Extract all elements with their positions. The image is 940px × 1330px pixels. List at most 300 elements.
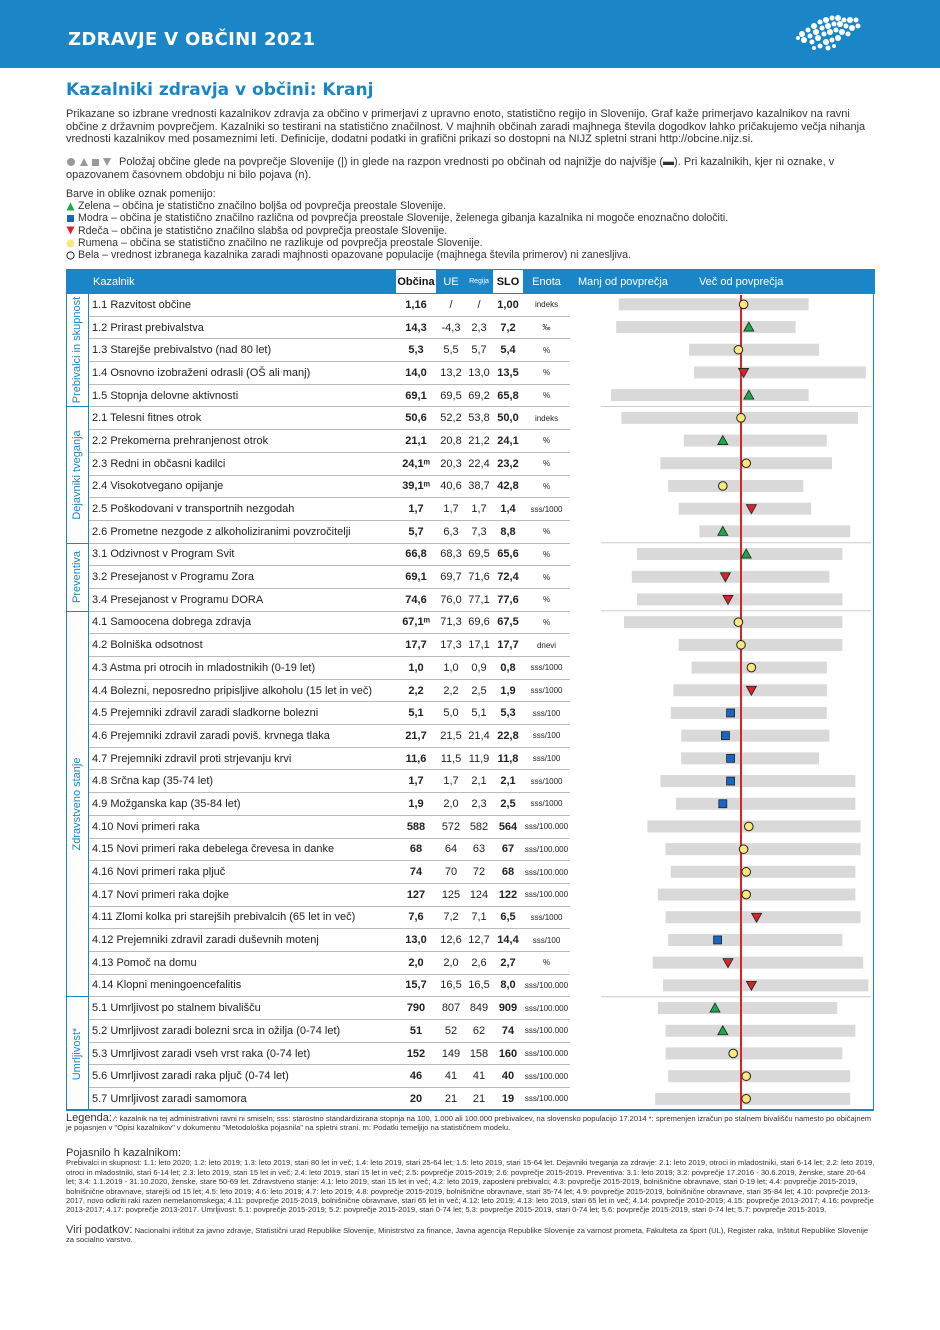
value-regija: 13,0: [466, 362, 493, 385]
value-ue: 11,5: [437, 747, 466, 770]
value-ue: 52: [437, 1020, 466, 1043]
value-unit: %: [524, 588, 570, 611]
viri-text: Nacionalni inštitut za javno zdravje, Statistični urad Republike Slovenije, Ministrstvo za finance, Javna agencija Republike Slovenije za varnost prometa, Fakulteta za šport (UL), Register raka, Inštitut Republike Slovenije za socialno varstvo.: [66, 1226, 869, 1245]
value-obcina: 5,7: [396, 520, 437, 543]
value-regija: 2,3: [466, 793, 493, 816]
value-unit: %: [524, 384, 570, 407]
range-bar: [637, 548, 842, 560]
header-comparison: [570, 270, 875, 294]
comparison-chart: [601, 293, 871, 1110]
indicator-name: 4.13 Pomoč na domu: [89, 951, 396, 974]
value-slo: 24,1: [493, 430, 524, 453]
value-slo: 11,8: [493, 747, 524, 770]
value-unit: sss/100.000: [524, 1065, 570, 1088]
value-ue: 5,5: [437, 339, 466, 362]
value-regija: 12,7: [466, 929, 493, 952]
value-unit: %: [524, 543, 570, 566]
indicator-name: 4.15 Novi primeri raka debelega črevesa in danke: [89, 838, 396, 861]
value-ue: 21,5: [437, 725, 466, 748]
value-regija: 158: [466, 1042, 493, 1065]
marker-blue-square: [727, 777, 735, 785]
range-bar: [658, 1002, 837, 1014]
range-bar: [666, 843, 861, 855]
indicator-name: 4.1 Samoocena dobrega zdravja: [89, 611, 396, 634]
indicator-name: 2.6 Prometne nezgode z alkoholiziranimi povzročitelji: [89, 520, 396, 543]
value-regija: 38,7: [466, 475, 493, 498]
value-unit: sss/100.000: [524, 974, 570, 997]
value-ue: 7,2: [437, 906, 466, 929]
value-regija: 69,6: [466, 611, 493, 634]
range-bar: [679, 503, 812, 515]
value-obcina: 1,0: [396, 657, 437, 680]
value-slo: 8,0: [493, 974, 524, 997]
legend-item: Zelena – občina je statistično značilno boljša od povprečja preostale Slovenije.: [66, 200, 878, 212]
value-regija: 1,7: [466, 498, 493, 521]
value-slo: 17,7: [493, 634, 524, 657]
value-regija: 11,9: [466, 747, 493, 770]
value-slo: 68: [493, 861, 524, 884]
value-ue: 13,2: [437, 362, 466, 385]
value-obcina: 69,1: [396, 384, 437, 407]
value-ue: 2,0: [437, 951, 466, 974]
value-slo: 2,1: [493, 770, 524, 793]
value-slo: 8,8: [493, 520, 524, 543]
indicator-name: 2.5 Poškodovani v transportnih nezgodah: [89, 498, 396, 521]
value-unit: sss/100.000: [524, 997, 570, 1020]
range-bar: [681, 752, 819, 764]
value-slo: 13,5: [493, 362, 524, 385]
value-ue: 69,7: [437, 566, 466, 589]
indicator-name: 4.17 Novi primeri raka dojke: [89, 883, 396, 906]
value-ue: 40,6: [437, 475, 466, 498]
value-obcina: 14,3: [396, 316, 437, 339]
value-unit: sss/1000: [524, 906, 570, 929]
header-enota: Enota: [524, 270, 570, 294]
indicator-name: 4.11 Zlomi kolka pri starejših prebivalcih (65 let in več): [89, 906, 396, 929]
value-obcina: 21,7: [396, 725, 437, 748]
value-slo: 67: [493, 838, 524, 861]
value-obcina: 67,1ᵐ: [396, 611, 437, 634]
white-circle-icon: [66, 251, 75, 260]
slovenia-map-logo: [792, 12, 864, 56]
value-regija: 21: [466, 1088, 493, 1111]
group-label: Preventiva: [71, 551, 84, 604]
value-slo: 67,5: [493, 611, 524, 634]
value-ue: 20,8: [437, 430, 466, 453]
value-unit: dnevi: [524, 634, 570, 657]
value-slo: 50,0: [493, 407, 524, 430]
value-obcina: 51: [396, 1020, 437, 1043]
value-ue: 69,5: [437, 384, 466, 407]
value-obcina: 790: [396, 997, 437, 1020]
value-regija: 72: [466, 861, 493, 884]
value-ue: 21: [437, 1088, 466, 1111]
value-regija: 5,1: [466, 702, 493, 725]
value-slo: 2,5: [493, 793, 524, 816]
range-bar: [660, 775, 855, 787]
marker-yellow-circle: [737, 414, 746, 423]
position-note: [66, 156, 878, 182]
range-bar: [647, 820, 860, 832]
range-bar: [676, 798, 855, 810]
value-ue: 16,5: [437, 974, 466, 997]
range-bar: [637, 593, 842, 605]
value-regija: 41: [466, 1065, 493, 1088]
value-ue: 1,0: [437, 657, 466, 680]
value-obcina: 588: [396, 815, 437, 838]
marker-yellow-circle: [729, 1049, 738, 1058]
indicator-name: 5.6 Umrljivost zaradi raka pljuč (0-74 let): [89, 1065, 396, 1088]
value-obcina: 39,1ᵐ: [396, 475, 437, 498]
header-kazalnik: Kazalnik: [89, 270, 396, 294]
value-obcina: 74,6: [396, 588, 437, 611]
value-regija: 69,2: [466, 384, 493, 407]
value-unit: indeks: [524, 294, 570, 317]
value-ue: 12,6: [437, 929, 466, 952]
value-obcina: 1,7: [396, 498, 437, 521]
value-obcina: 69,1: [396, 566, 437, 589]
header-more: Več od povprečja: [698, 275, 784, 288]
value-slo: 22,8: [493, 725, 524, 748]
range-bar: [616, 321, 795, 333]
value-unit: sss/1000: [524, 793, 570, 816]
range-bar: [694, 366, 866, 378]
value-obcina: 1,16: [396, 294, 437, 317]
value-ue: 6,3: [437, 520, 466, 543]
value-regija: 582: [466, 815, 493, 838]
value-regija: 849: [466, 997, 493, 1020]
marker-yellow-circle: [737, 641, 746, 650]
marker-yellow-circle: [742, 868, 751, 877]
header-regija: Regija: [466, 270, 493, 294]
value-unit: %: [524, 452, 570, 475]
value-unit: %: [524, 951, 570, 974]
marker-yellow-circle: [719, 482, 728, 491]
legend-footnote: [66, 1114, 876, 1133]
value-slo: 6,5: [493, 906, 524, 929]
value-unit: sss/1000: [524, 679, 570, 702]
value-obcina: 21,1: [396, 430, 437, 453]
value-unit: sss/1000: [524, 498, 570, 521]
value-regija: 124: [466, 883, 493, 906]
value-ue: 2,2: [437, 679, 466, 702]
range-bar: [666, 1047, 843, 1059]
value-obcina: 152: [396, 1042, 437, 1065]
value-regija: 16,5: [466, 974, 493, 997]
page-title: Kazalniki zdravja v občini: Kranj: [66, 80, 374, 100]
value-unit: sss/100.000: [524, 861, 570, 884]
value-slo: 14,4: [493, 929, 524, 952]
value-ue: 2,0: [437, 793, 466, 816]
marker-yellow-circle: [747, 663, 756, 672]
value-ue: 70: [437, 861, 466, 884]
range-bar: [668, 480, 803, 492]
header-obcina: Občina: [396, 270, 437, 294]
value-unit: sss/100.000: [524, 883, 570, 906]
indicator-name: 4.14 Klopni meningoencefalitis: [89, 974, 396, 997]
value-regija: 2,1: [466, 770, 493, 793]
value-unit: %: [524, 339, 570, 362]
value-slo: 77,6: [493, 588, 524, 611]
range-bar: [668, 934, 842, 946]
value-unit: sss/100.000: [524, 838, 570, 861]
value-unit: sss/100.000: [524, 1042, 570, 1065]
pojasnilo-text: Prebivalci in skupnost: 1.1: leto 2020; 1.2: leto 2019; 1.3: leto 2019, stari 80 let in več; 1.4: leto 2019, stari 25-64 let; 1.5: leto 2019, stari 15-64 let. Dejavniki tveganja za zdravje: 2.1: leto 2019, otroci in mladostniki, stari 6-14 let; 2.2: leto 2019, otroci in mladostniki, stari 6-14 let; 2.3: leto 2019, stari 15 let in več; 2.4: leto 2019, stari 15 let in več; 2.5: povprečje 2015-2019; 2.6: povprečje 2015-2019. Preventiva: 3.1: leto 2019; 3.2: povprečje 17.2016 - 30.6.2019, ženske, stare 20-64 let; 3.4: 1.1.2019 - 31.10.2020, ženske, stare 50-69 let. Zdravstveno stanje: 4.1: leto 2019, stari 15 let in več; 4.2: leto 2019, zaposleni prebivalci; 4.3: povprečje 2015-2019, bolnišnične obravnave, stari 0-19 let; 4.4: povprečje 2015-2019, bolnišnične obravnave, starejši od 15 let; 4.5: leto 2019; 4.6: leto 2019; 4.7: leto 2019; 4.8: povprečje 2015-2019, bolnišnične obravnave, stari 35-74 let; 4.9: povprečje 2015-2019, bolnišnične obravnave, stari 35-84 let; 4.10: povprečje 2013-2017, novo odkriti raki razen nemelanomskega; 4.11: povprečje 2015-2019, bolnišnične obravnave, stari 65 let in več; 4.12: leto 2019; 4.13: leto 2019, stari 65 let in več; 4.14: povprečje 2010-2019; 4.15: povprečje 2013-2017; 4.16: povprečje 2013-2017; 4.17: povprečje 2013-2017. Umrljivost: 5.1: povprečje 2015-2019; 5.2: povprečje 2015-2019, stari 0-74 let; 5.3: povprečje 2015-2019, stari 0-74 let; 5.6: povprečje 2015-2019, stari 0-74 let; 5.7: povprečje 2015-2019.: [66, 1158, 875, 1215]
value-unit: sss/1000: [524, 770, 570, 793]
marker-yellow-circle: [734, 345, 743, 354]
value-slo: 74: [493, 1020, 524, 1043]
marker-yellow-circle: [742, 1095, 751, 1104]
group-label-cell: [67, 543, 89, 611]
header-less: Manj od povprečja: [578, 275, 668, 288]
group-label-cell: [67, 997, 89, 1110]
value-ue: 64: [437, 838, 466, 861]
indicator-name: 4.12 Prejemniki zdravil zaradi duševnih motenj: [89, 929, 396, 952]
value-obcina: 127: [396, 883, 437, 906]
indicator-name: 4.3 Astma pri otrocih in mladostnikih (0-19 let): [89, 657, 396, 680]
page-header: [0, 0, 940, 68]
value-regija: 22,4: [466, 452, 493, 475]
value-ue: 71,3: [437, 611, 466, 634]
range-bar: [655, 1093, 850, 1105]
indicator-name: 5.1 Umrljivost po stalnem bivališču: [89, 997, 396, 1020]
value-ue: /: [437, 294, 466, 317]
value-slo: 122: [493, 883, 524, 906]
marker-blue-square: [714, 936, 722, 944]
value-regija: 2,6: [466, 951, 493, 974]
value-obcina: 74: [396, 861, 437, 884]
value-unit: indeks: [524, 407, 570, 430]
range-bar: [624, 616, 842, 628]
value-ue: 149: [437, 1042, 466, 1065]
group-label-cell: [67, 407, 89, 543]
value-obcina: 2,2: [396, 679, 437, 702]
indicator-name: 3.1 Odzivnost v Program Svit: [89, 543, 396, 566]
group-label: Prebivalci in skupnost: [71, 297, 84, 404]
value-ue: 17,3: [437, 634, 466, 657]
legenda-text: ⁄: kazalnik na tej administrativni ravni ni smiseln; sss: starostno standardizirana stopnja na 100, 1.000 ali 100.000 prebivalcev, na slovensko populacijo 17.2014 *: spremenjen izračun po stalnem bivališču namesto po običajnem je pojasnjen v "Opisi kazalnikov" v dokumentu "Metodološka pojasnila" na spletni strani. m: Podatki temeljijo na statističnem modelu.: [66, 1114, 872, 1133]
value-regija: 2,3: [466, 316, 493, 339]
marker-yellow-circle: [742, 890, 751, 899]
value-unit: %: [524, 611, 570, 634]
value-slo: 0,8: [493, 657, 524, 680]
legend: [66, 188, 878, 261]
value-unit: ‰: [524, 316, 570, 339]
marker-yellow-circle: [745, 822, 754, 831]
legend-item: Bela – vrednost izbranega kazalnika zaradi majhnosti opazovane populacije (majhnega števila primerov) ni zanesljiva.: [66, 249, 878, 261]
value-regija: 0,9: [466, 657, 493, 680]
value-ue: 572: [437, 815, 466, 838]
value-obcina: 66,8: [396, 543, 437, 566]
value-unit: sss/1000: [524, 657, 570, 680]
value-obcina: 7,6: [396, 906, 437, 929]
value-regija: 53,8: [466, 407, 493, 430]
value-unit: sss/100: [524, 929, 570, 952]
value-regija: 21,4: [466, 725, 493, 748]
legend-item: Rumena – občina se statistično značilno ne razlikuje od povprečja preostale Slovenije.: [66, 237, 878, 249]
position-note-text: Položaj občine glede na povprečje Slovenije (|) in glede na razpon vrednosti po občinah od najnižje do najvišje (▬). Pri kazalnikih, kjer ni oznake, v opazovanem časovnem obdobju ni bilo pojava (n).: [66, 156, 835, 181]
marker-yellow-circle: [742, 459, 751, 468]
range-bar: [666, 911, 861, 923]
value-unit: sss/100: [524, 702, 570, 725]
indicator-name: 2.3 Redni in občasni kadilci: [89, 452, 396, 475]
value-regija: 7,3: [466, 520, 493, 543]
table-right-border: [873, 292, 874, 1111]
value-regija: 63: [466, 838, 493, 861]
indicator-name: 4.16 Novi primeri raka pljuč: [89, 861, 396, 884]
value-unit: sss/100.000: [524, 815, 570, 838]
value-unit: %: [524, 566, 570, 589]
viri-label: Viri podatkov:: [66, 1224, 133, 1236]
indicator-name: 3.4 Presejanost v Programu DORA: [89, 588, 396, 611]
range-bar: [668, 1070, 850, 1082]
value-obcina: 5,1: [396, 702, 437, 725]
value-ue: 125: [437, 883, 466, 906]
value-regija: 2,5: [466, 679, 493, 702]
value-regija: 21,2: [466, 430, 493, 453]
indicator-name: 4.10 Novi primeri raka: [89, 815, 396, 838]
value-slo: 2,7: [493, 951, 524, 974]
value-obcina: 50,6: [396, 407, 437, 430]
value-ue: 68,3: [437, 543, 466, 566]
value-unit: %: [524, 362, 570, 385]
header-slo: SLO: [493, 270, 524, 294]
indicator-name: 3.2 Presejanost v Programu Zora: [89, 566, 396, 589]
range-bar: [663, 979, 868, 991]
marker-yellow-circle: [739, 300, 748, 309]
indicator-name: 4.9 Možganska kap (35-84 let): [89, 793, 396, 816]
value-ue: 20,3: [437, 452, 466, 475]
indicator-name: 4.5 Prejemniki zdravil zaradi sladkorne bolezni: [89, 702, 396, 725]
range-bar: [689, 344, 819, 356]
value-regija: 7,1: [466, 906, 493, 929]
value-slo: 909: [493, 997, 524, 1020]
indicator-name: 1.5 Stopnja delovne aktivnosti: [89, 384, 396, 407]
indicator-name: 4.7 Prejemniki zdravil proti strjevanju krvi: [89, 747, 396, 770]
value-slo: 65,8: [493, 384, 524, 407]
value-regija: 5,7: [466, 339, 493, 362]
value-slo: 5,4: [493, 339, 524, 362]
group-label: Dejavniki tveganja: [71, 430, 84, 520]
value-obcina: 15,7: [396, 974, 437, 997]
group-label-cell: [67, 294, 89, 407]
value-slo: 19: [493, 1088, 524, 1111]
value-slo: 65,6: [493, 543, 524, 566]
value-obcina: 17,7: [396, 634, 437, 657]
value-regija: 62: [466, 1020, 493, 1043]
indicator-name: 2.2 Prekomerna prehranjenost otrok: [89, 430, 396, 453]
red-triangle-icon: [66, 226, 75, 235]
range-bar: [692, 662, 827, 674]
sources-footnote: [66, 1226, 876, 1245]
value-unit: sss/100.000: [524, 1020, 570, 1043]
value-regija: 17,1: [466, 634, 493, 657]
value-slo: 72,4: [493, 566, 524, 589]
value-unit: %: [524, 475, 570, 498]
marker-yellow-circle: [734, 618, 743, 627]
value-slo: 40: [493, 1065, 524, 1088]
range-bar: [658, 889, 856, 901]
value-ue: 1,7: [437, 770, 466, 793]
value-unit: %: [524, 520, 570, 543]
indicator-name: 5.3 Umrljivost zaradi vseh vrst raka (0-74 let): [89, 1042, 396, 1065]
range-bar: [611, 389, 809, 401]
value-obcina: 68: [396, 838, 437, 861]
indicator-name: 2.4 Visokotvegano opijanje: [89, 475, 396, 498]
header-spacer: [67, 270, 89, 294]
range-bar: [671, 707, 827, 719]
marker-blue-square: [719, 800, 727, 808]
value-obcina: 5,3: [396, 339, 437, 362]
value-regija: 69,5: [466, 543, 493, 566]
value-slo: 7,2: [493, 316, 524, 339]
indicator-name: 1.1 Razvitost občine: [89, 294, 396, 317]
range-bar: [653, 957, 864, 969]
value-obcina: 1,7: [396, 770, 437, 793]
legend-item: Rdeča – občina je statistično značilno slabša od povprečja preostale Slovenije.: [66, 225, 878, 237]
indicator-name: 4.4 Bolezni, neposredno pripisljive alkoholu (15 let in več): [89, 679, 396, 702]
table-left-border: [66, 292, 67, 1111]
value-slo: 1,9: [493, 679, 524, 702]
table-header-row: [67, 270, 875, 294]
legend-item: Modra – občina je statistično značilno različna od povprečja preostale Slovenije, želenega gibanja kazalnika ni mogoče enoznačno določiti.: [66, 212, 878, 224]
value-slo: 42,8: [493, 475, 524, 498]
value-regija: 77,1: [466, 588, 493, 611]
value-ue: 76,0: [437, 588, 466, 611]
marker-blue-square: [727, 754, 735, 762]
value-ue: 52,2: [437, 407, 466, 430]
indicator-name: 4.6 Prejemniki zdravil zaradi poviš. krvnega tlaka: [89, 725, 396, 748]
indicator-name: 4.2 Bolniška odsotnost: [89, 634, 396, 657]
explanation-footnote: [66, 1149, 876, 1215]
range-bar: [681, 730, 829, 742]
range-bar: [666, 1025, 856, 1037]
value-slo: 1,00: [493, 294, 524, 317]
value-regija: /: [466, 294, 493, 317]
value-slo: 1,4: [493, 498, 524, 521]
value-slo: 564: [493, 815, 524, 838]
value-slo: 23,2: [493, 452, 524, 475]
value-ue: -4,3: [437, 316, 466, 339]
value-ue: 5,0: [437, 702, 466, 725]
value-unit: %: [524, 430, 570, 453]
value-obcina: 1,9: [396, 793, 437, 816]
indicator-name: 1.4 Osnovno izobraženi odrasli (OŠ ali manj): [89, 362, 396, 385]
header-title: ZDRAVJE V OBČINI 2021: [68, 29, 316, 50]
range-bar: [619, 298, 809, 310]
marker-shapes-icon: [66, 157, 116, 167]
legenda-label: Legenda:: [66, 1112, 112, 1124]
value-ue: 807: [437, 997, 466, 1020]
range-bar: [679, 639, 843, 651]
group-label: Umrljivost*: [71, 1027, 84, 1080]
value-unit: sss/100: [524, 725, 570, 748]
value-obcina: 2,0: [396, 951, 437, 974]
yellow-circle-icon: [66, 239, 75, 248]
value-ue: 41: [437, 1065, 466, 1088]
value-slo: 160: [493, 1042, 524, 1065]
green-triangle-icon: [66, 202, 75, 211]
indicator-name: 1.3 Starejše prebivalstvo (nad 80 let): [89, 339, 396, 362]
value-unit: sss/100.000: [524, 1088, 570, 1111]
marker-yellow-circle: [742, 1072, 751, 1081]
value-regija: 71,6: [466, 566, 493, 589]
value-ue: 1,7: [437, 498, 466, 521]
indicator-name: 5.2 Umrljivost zaradi bolezni srca in ožilja (0-74 let): [89, 1020, 396, 1043]
indicator-name: 4.8 Srčna kap (35-74 let): [89, 770, 396, 793]
intro-text: Prikazane so izbrane vrednosti kazalnikov zdravja za občino v primerjavi z upravno enoto, statistično regijo in Slovenijo. Graf kaže primerjavo kazalnikov na ravni občine z državnim povprečjem. Kazalniki so testirani na statistično značilnost. V majhnih občinah zaradi majhnega števila dogodkov lahko pričakujemo večja nihanja vrednosti kazalnikov med posameznimi leti. Definicije, dodatni podatki in grafični prikazi so dostopni na NIJZ spletni strani http://obcine.nijz.si.: [66, 108, 866, 145]
indicator-name: 5.7 Umrljivost zaradi samomora: [89, 1088, 396, 1111]
